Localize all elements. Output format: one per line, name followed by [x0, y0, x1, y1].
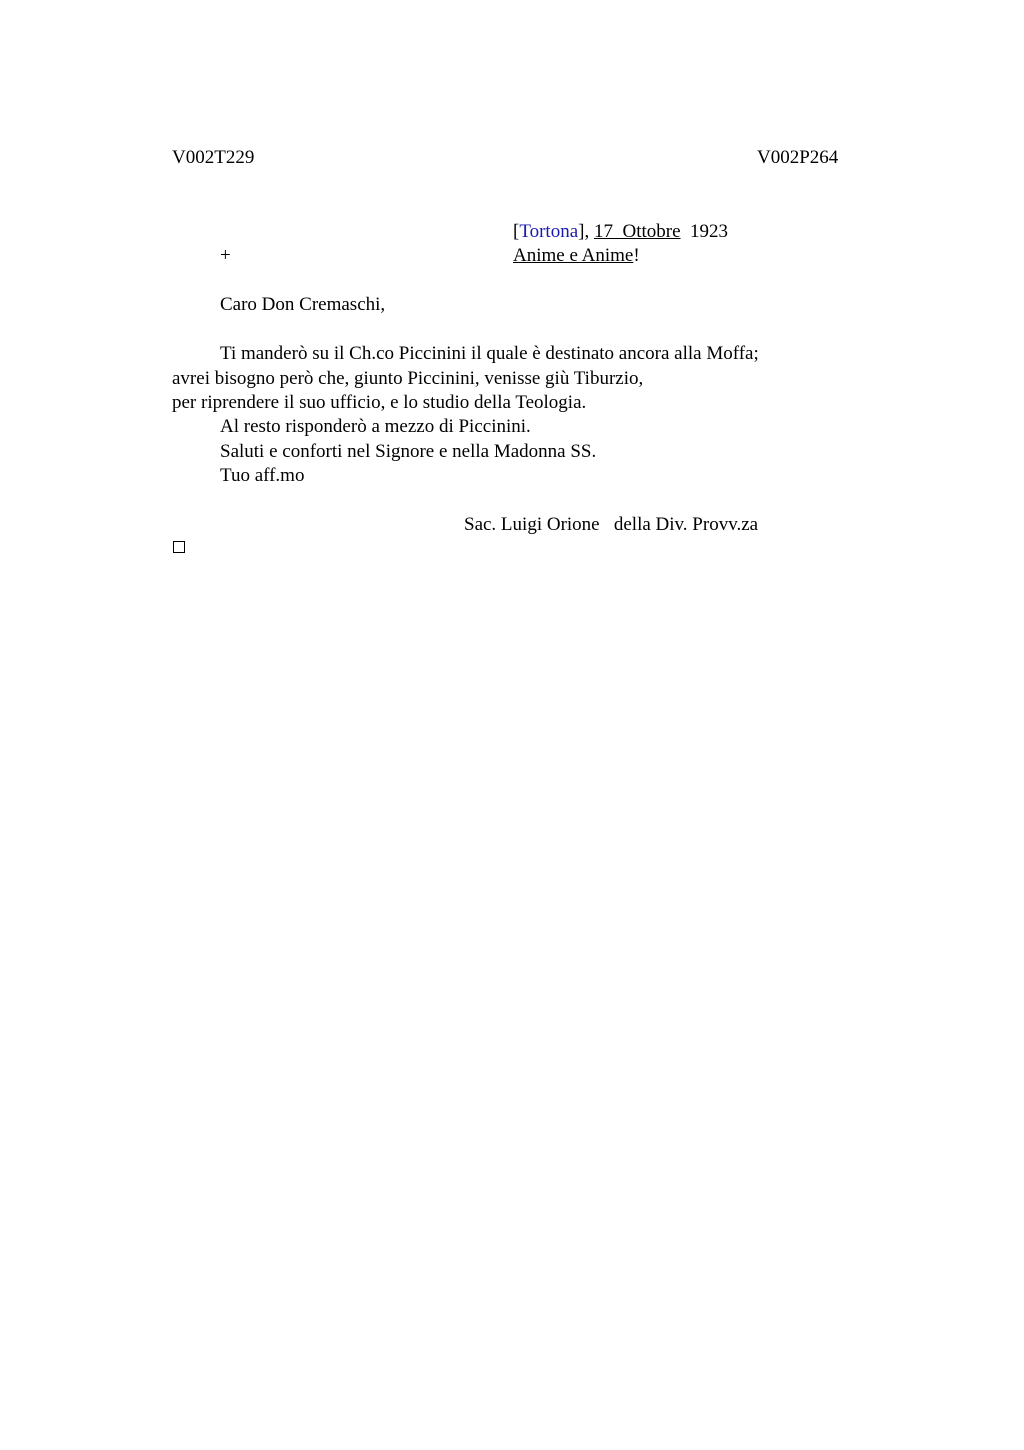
motto-text: Anime e Anime [513, 245, 634, 266]
bracket-close: ], [578, 221, 594, 242]
year-text: 1923 [680, 221, 729, 242]
body-line-1: Ti manderò su il Ch.co Piccinini il quale è destinato ancora alla Moffa; [220, 343, 759, 364]
motto-line [513, 244, 640, 268]
cross-symbol: + [220, 245, 231, 266]
date-text: 17 Ottobre [593, 221, 681, 242]
date-line [513, 220, 728, 244]
place-name: Tortona [519, 221, 579, 242]
bracket-open: [ [513, 221, 520, 242]
document-code-right: V002P264 [757, 147, 839, 168]
body-line-2: avrei bisogno però che, giunto Piccinini, venisse giù Tiburzio, [172, 368, 644, 389]
body-line-4: Al resto risponderò a mezzo di Piccinini. [220, 416, 531, 437]
document-code-left: V002T229 [172, 147, 255, 168]
motto-punctuation: ! [633, 245, 640, 266]
salutation: Caro Don Cremaschi, [220, 294, 386, 315]
signature: Sac. Luigi Orione della Div. Provv.za [464, 514, 759, 535]
body-line-5: Saluti e conforti nel Signore e nella Madonna SS. [220, 441, 597, 462]
closing: Tuo aff.mo [220, 465, 305, 486]
body-line-3: per riprendere il suo ufficio, e lo studio della Teologia. [172, 392, 587, 413]
end-marker-box-icon [173, 541, 185, 553]
